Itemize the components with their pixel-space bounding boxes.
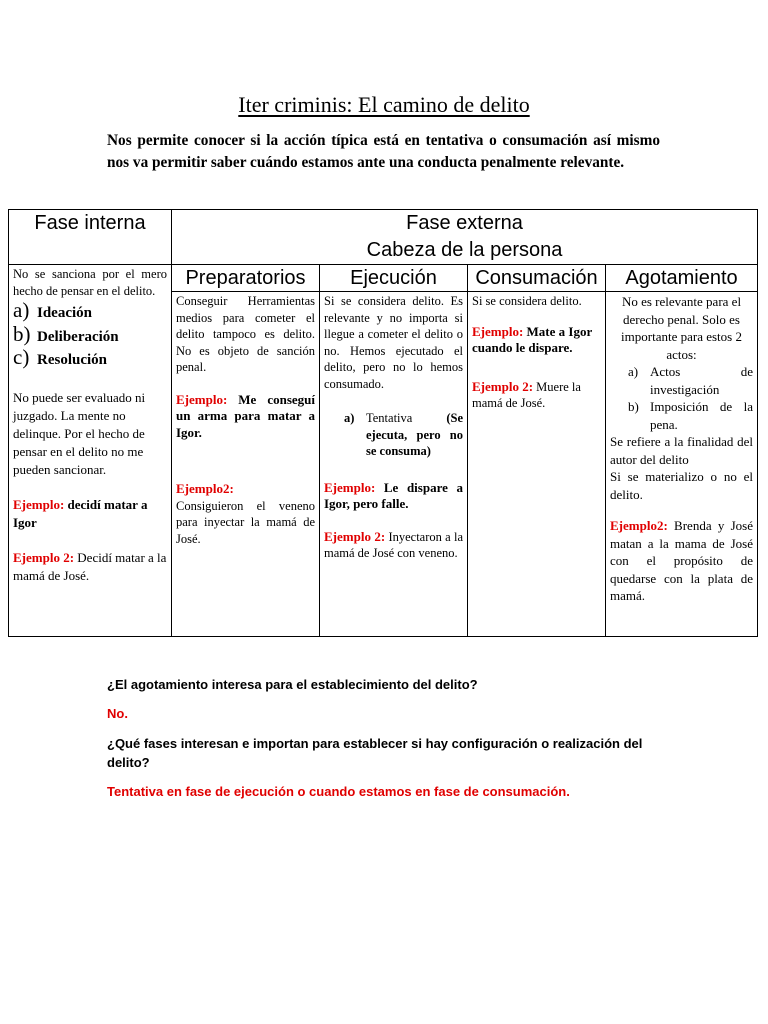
consumacion-cell [468,292,606,637]
ejecucion-text: Si se considera delito. Es relevante y no importa si llegue a cometer el delito o no. Hemos ejecutado el delito, pero no lo hemos consumado. [324,294,463,391]
sub-number: a) [344,411,355,425]
interna-example-2 [13,549,167,585]
agotamiento-item-a [628,363,753,398]
preparatorios-example-1 [176,392,315,442]
answer-1: No. [107,706,128,721]
cabeza-label: Cabeza de la persona [366,239,563,261]
fase-interna-cell [9,265,172,637]
example-label: Ejemplo: [13,496,65,512]
example-text: Brenda y José matan a la mama de José con el propósito de quedarse con la plata de mamá. [610,518,754,603]
interna-example-1 [13,496,167,532]
tentativa-note: (Se ejecuta, pero no se consuma) [366,411,463,458]
intro-paragraph: Nos permite conocer si la acción típica está en tentativa o consumación así mismo nos va permitir saber cuándo estamos ante una conducta penalmente relevante. [107,132,660,171]
tentativa-label: Tentativa [366,411,413,425]
example-label: Ejemplo: [176,391,228,407]
header-fase-externa [172,210,758,265]
sub-number: b) [628,399,639,414]
agotamiento-item-b [628,398,753,433]
stage-label: Resolución [37,352,108,368]
example-label: Ejemplo2: [610,518,668,533]
agotamiento-text-3: Si se materializo o no el delito. [610,469,754,502]
stage-label: Deliberación [37,328,119,345]
example-text: Decidí matar a la mamá de José. [13,549,167,583]
page-title: Iter criminis: El camino de delito [238,92,530,117]
stage-letter: b) [13,321,31,346]
example-text: Inyectaron a la mamá de José con veneno. [324,529,464,560]
interna-note: No puede ser evaluado ni juzgado. La mente no delinque. Por el hecho de pensar en el delito no me pueden sancionar. [13,389,146,477]
example-text: Consiguieron el veneno para inyectar la mamá de José. [176,498,315,546]
consumacion-example-2 [472,379,601,412]
preparatorios-cell [172,292,320,637]
agotamiento-text-2: Se refiere a la finalidad del autor del delito [610,434,754,467]
ejecucion-cell [320,292,468,637]
example-text: Le dispare a Igor, pero falle. [324,479,463,511]
example-label: Ejemplo: [324,479,376,495]
example-label: Ejemplo 2: [472,378,534,394]
header-fase-interna: Fase interna [9,210,172,265]
iter-criminis-table [8,209,758,637]
preparatorios-text: Conseguir Herramientas medios para cometer el delito tampoco es delito. No es objeto de sanción penal. [176,294,315,374]
ejecucion-example-2 [324,529,463,562]
consumacion-text: Si se considera delito. [472,294,582,308]
example-text: Mate a Igor cuando le dispare. [472,323,592,355]
example-text: Me conseguí un arma para matar a Igor. [176,391,315,440]
example-label: Ejemplo 2: [13,549,75,565]
example-text: Muere la mamá de José. [472,379,581,410]
stage-letter: c) [13,345,30,369]
agotamiento-example [610,517,753,605]
stage-label: Ideación [37,305,93,321]
agotamiento-cell [606,292,758,637]
example-label: Ejemplo2: [176,481,234,496]
question-2: ¿Qué fases interesan e importan para establecer si hay configuración o realización del delito? [107,736,643,770]
example-label: Ejemplo: [472,323,524,339]
phase-ejecucion: Ejecución [320,265,468,292]
phase-consumacion: Consumación [468,265,606,292]
item-text: Actos de investigación [650,364,754,397]
preparatorios-example-2 [176,481,315,498]
phase-preparatorios: Preparatorios [172,265,320,292]
stage-resolucion [13,345,167,369]
stage-ideacion [13,298,167,322]
phase-agotamiento: Agotamiento [606,265,758,292]
example-text: decidí matar a Igor [13,496,148,530]
interna-intro: No se sanciona por el mero hecho de pensar en el delito. [13,267,167,298]
sub-number: a) [628,364,639,379]
ejecucion-example-1 [324,480,463,513]
ejecucion-tentativa [344,410,463,460]
agotamiento-text: No es relevante para el derecho penal. Solo es importante para estos 2 actos: [621,294,742,362]
item-text: Imposición de la pena. [650,399,754,432]
question-1: ¿El agotamiento interesa para el establecimiento del delito? [107,677,478,692]
stage-letter: a) [13,298,30,322]
example-label: Ejemplo 2: [324,528,386,544]
answer-2: Tentativa en fase de ejecución o cuando estamos en fase de consumación. [107,784,570,799]
stage-deliberacion [13,321,167,346]
consumacion-example-1 [472,324,601,357]
fase-externa-label: Fase externa [406,212,523,234]
